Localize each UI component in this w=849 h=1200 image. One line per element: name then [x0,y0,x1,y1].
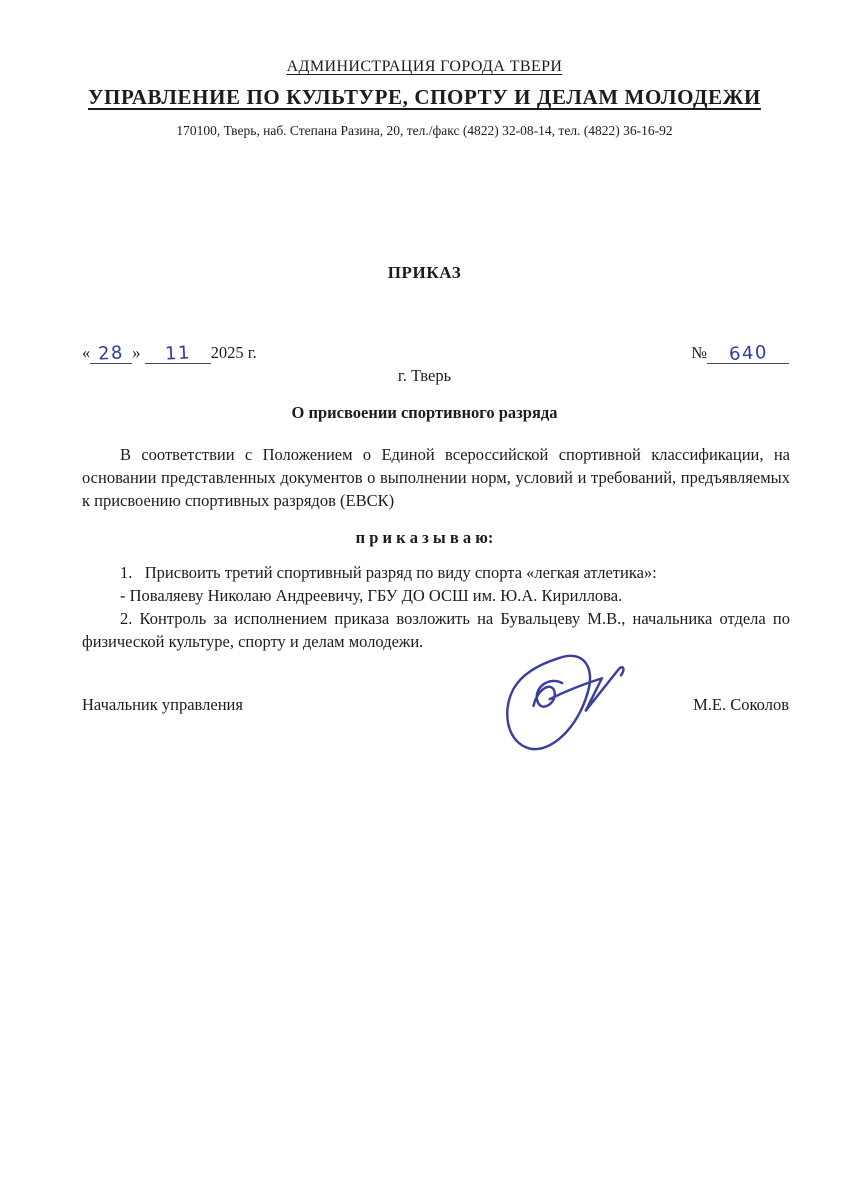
handwritten-number: 640 [728,341,768,366]
order-item-1-person: - Поваляеву Николаю Андреевичу, ГБУ ДО ОСШ им. Ю.А. Кириллова. [120,586,623,605]
city-line: г. Тверь [397,366,452,385]
handwritten-day: 28 [97,342,125,365]
organization-name: УПРАВЛЕНИЕ ПО КУЛЬТУРЕ, СПОРТУ И ДЕЛАМ МОЛОДЕЖИ [88,85,761,109]
number-blank [707,341,789,366]
signer-position: Начальник управления [82,695,243,714]
order-item-1: 1. Присвоить третий спортивный разряд по виду спорта «легкая атлетика»: [120,563,657,582]
date-field [82,343,257,364]
date-number-row [0,343,849,364]
subject-line: О присвоении спортивного разряда [291,403,558,422]
signer-name: М.Е. Соколов [693,695,789,714]
date-month-blank [145,344,211,364]
date-open-quote: « [82,343,91,362]
signature-row [0,695,849,715]
preamble-paragraph: В соответствии с Положением о Единой всероссийской спортивной классификации, на основании представленных документов о выполнении норм, условий и требований, предъявляемых к присвоению спортивных разрядов (ЕВСК) [82,445,790,510]
order-item-2: 2. Контроль за исполнением приказа возложить на Бувальцеву М.В., начальника отдела по физической культуре, спорту и делам молодежи. [82,609,790,651]
organization-parent-name: АДМИНИСТРАЦИЯ ГОРОДА ТВЕРИ [286,58,563,75]
organization-address: 170100, Тверь, наб. Степана Разина, 20, тел./факс (4822) 32-08-14, тел. (4822) 36-16-92 [176,123,673,138]
document-title: ПРИКАЗ [387,263,462,282]
handwritten-month: 11 [164,342,192,365]
letterhead [0,0,849,139]
order-items [0,561,849,653]
date-year: 2025 г. [210,343,257,362]
date-close-quote: » [132,343,141,362]
number-label: № [691,343,707,362]
order-word: п р и к а з ы в а ю: [355,528,494,547]
number-field [691,343,789,364]
date-day-blank [90,344,132,364]
handwritten-signature-icon [487,645,639,759]
